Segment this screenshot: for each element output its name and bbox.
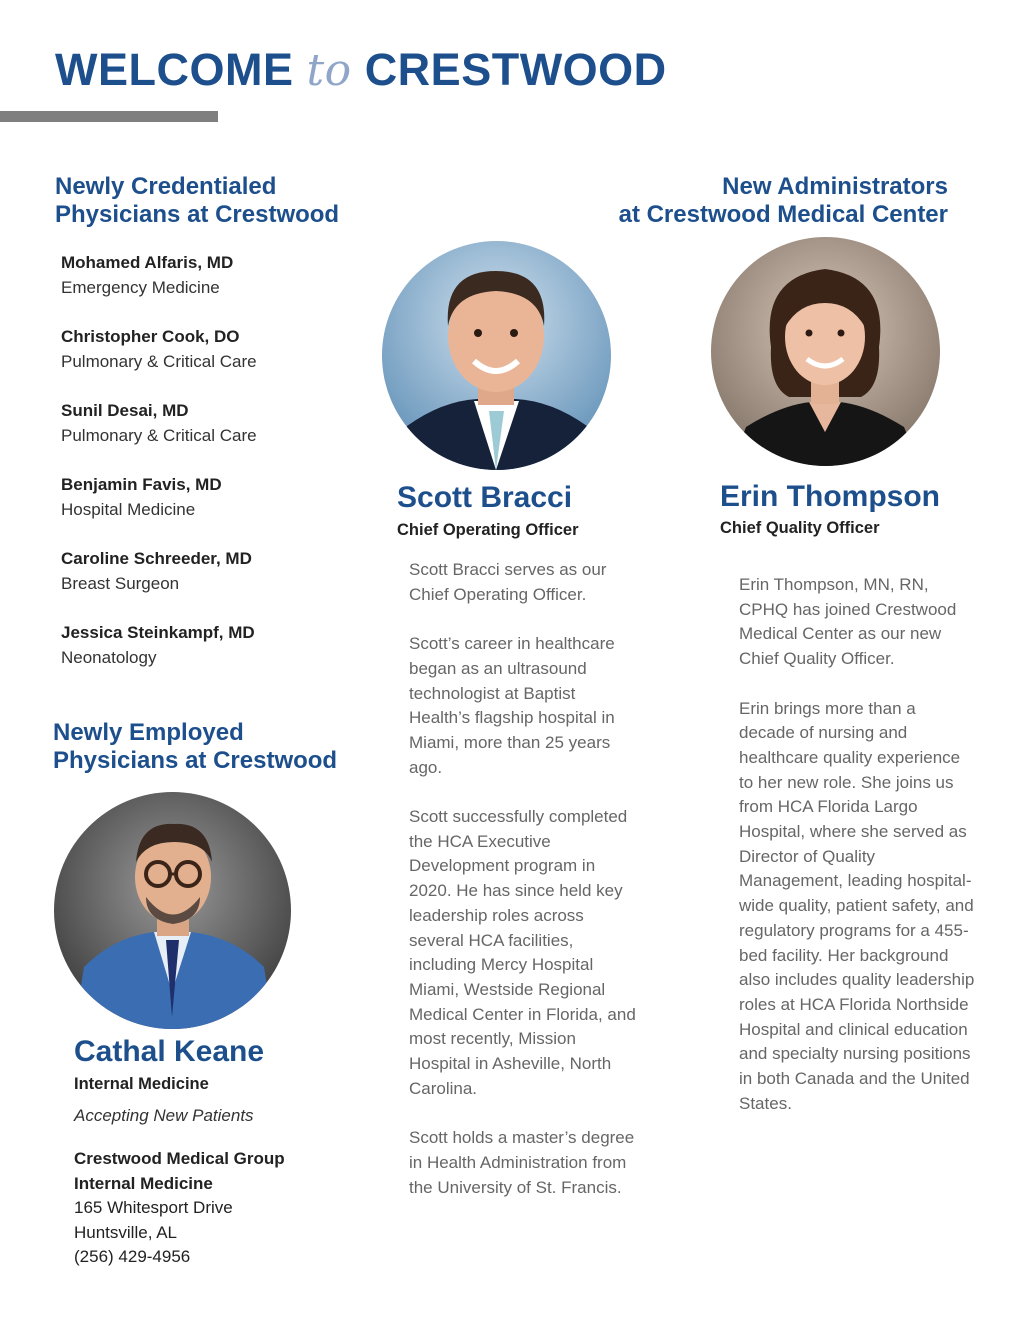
cathal-keane-photo (54, 792, 291, 1029)
list-item (61, 472, 371, 522)
title-crestwood: CRESTWOOD (364, 44, 667, 95)
administrators-heading-line2: at Crestwood Medical Center (618, 201, 948, 228)
administrators-heading (508, 173, 948, 229)
bio-paragraph: Scott holds a master’s degree in Health Administration from the University of St. Francis. (409, 1128, 635, 1197)
physician-specialty: Breast Surgeon (61, 574, 180, 593)
credentialed-heading (55, 173, 385, 229)
cathal-keane-specialty: Internal Medicine (74, 1075, 209, 1093)
scott-bracci-photo (382, 241, 611, 470)
list-item (61, 398, 371, 448)
phone-number: (256) 429-4956 (74, 1247, 191, 1266)
credentialed-heading-line2: Physicians at Crestwood (55, 201, 340, 228)
page-title (55, 42, 667, 99)
header-rule (0, 111, 218, 122)
scott-bracci-title: Chief Operating Officer (397, 521, 579, 539)
group-name: Crestwood Medical Group (74, 1149, 285, 1168)
accepting-patients-status: Accepting New Patients (74, 1106, 254, 1125)
erin-thompson-name: Erin Thompson (720, 480, 940, 513)
cathal-keane-name: Cathal Keane (74, 1035, 265, 1068)
physician-specialty: Pulmonary & Critical Care (61, 426, 257, 445)
physician-name: Christopher Cook, DO (61, 327, 240, 346)
physician-specialty: Neonatology (61, 648, 157, 667)
credentialed-list (61, 250, 371, 694)
bio-paragraph: Scott Bracci serves as our Chief Operating Officer. (409, 560, 607, 604)
list-item (61, 620, 371, 670)
employed-heading-line1: Newly Employed (53, 719, 244, 746)
group-department: Internal Medicine (74, 1173, 213, 1193)
title-to: to (306, 45, 352, 96)
scott-bracci-name: Scott Bracci (397, 481, 573, 514)
address-line2: Huntsville, AL (74, 1222, 177, 1242)
credentialed-heading-line1: Newly Credentialed (55, 173, 277, 200)
address-line1: 165 Whitesport Drive (74, 1198, 233, 1217)
physician-name: Sunil Desai, MD (61, 401, 189, 420)
bio-paragraph: Scott’s career in healthcare began as an ultrasound technologist at Baptist Health’s flagship hospital in Miami, more than 25 years ago. (409, 634, 615, 777)
administrators-heading-line1: New Administrators (722, 173, 948, 200)
bio-paragraph: Erin Thompson, MN, RN, CPHQ has joined Crestwood Medical Center as our new Chief Quality Officer. (739, 575, 957, 669)
physician-name: Caroline Schreeder, MD (61, 549, 252, 568)
scott-bracci-bio (409, 558, 641, 1225)
physician-name: Benjamin Favis, MD (61, 475, 222, 494)
physician-specialty: Emergency Medicine (61, 278, 220, 297)
physician-name: Jessica Steinkampf, MD (61, 623, 255, 642)
list-item (61, 324, 371, 374)
list-item (61, 546, 371, 596)
employed-heading (53, 719, 383, 775)
cathal-keane-contact (74, 1147, 354, 1270)
list-item (61, 250, 371, 300)
title-welcome: WELCOME (55, 44, 294, 95)
physician-specialty: Pulmonary & Critical Care (61, 352, 257, 371)
erin-thompson-title: Chief Quality Officer (720, 519, 880, 537)
erin-thompson-photo (711, 237, 940, 466)
physician-name: Mohamed Alfaris, MD (61, 253, 234, 272)
physician-specialty: Hospital Medicine (61, 500, 196, 519)
employed-heading-line2: Physicians at Crestwood (53, 747, 338, 774)
bio-paragraph: Erin brings more than a decade of nursing and healthcare quality experience to her new role. She joins us from HCA Florida Largo Hospital, where she served as Director of Quality Management, leading hospital-wide quality, patient safety, and regulatory programs for a 455-bed facility. Her background also includes quality leadership roles at HCA Florida Northside Hospital and clinical education and specialty nursing positions in both Canada and the United States. (739, 698, 975, 1113)
erin-thompson-bio (739, 573, 975, 1141)
bio-paragraph: Scott successfully completed the HCA Executive Development program in 2020. He has since held key leadership roles across several HCA facilities, including Mercy Hospital Miami, Westside Regional Medical Center in Florida, and most recently, Mission Hospital in Asheville, North Carolina. (409, 807, 636, 1098)
